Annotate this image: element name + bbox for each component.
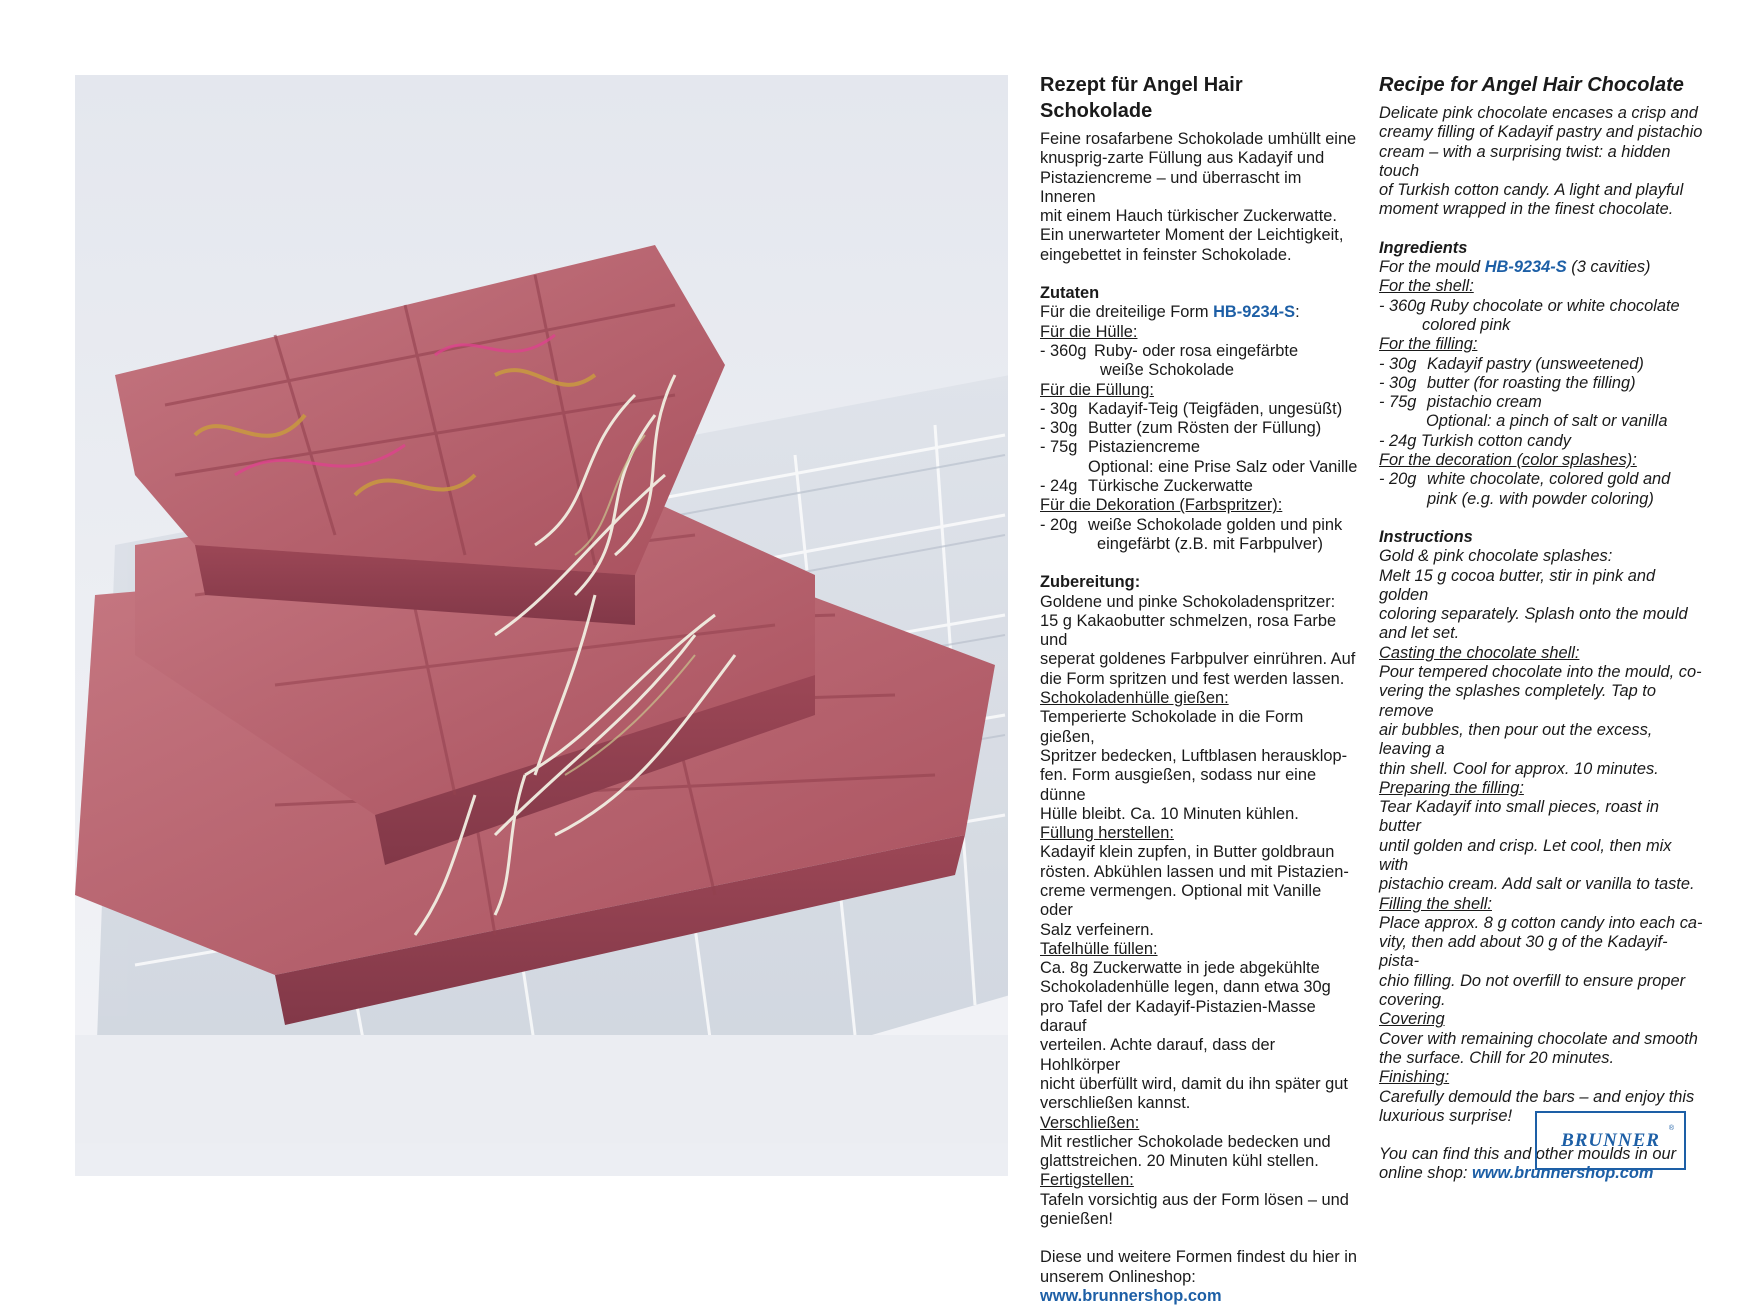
brunner-logo-text: BRUNNER: [1561, 1129, 1660, 1151]
mould-line-en: For the mould HB-9234-S (3 cavities): [1379, 258, 1651, 277]
step-heading-en: Preparing the filling:: [1379, 778, 1524, 797]
shell-ingredient-en: - 360g Ruby chocolate or white chocolate: [1379, 296, 1680, 315]
mould-code-link-en[interactable]: HB-9234-S: [1484, 258, 1567, 277]
brunner-logo: [1535, 1111, 1686, 1170]
intro-de: Feine rosafarbene Schokolade umhüllt eine knusprig-zarte Füllung aus Kadayif und Pistaziencreme – und überrascht im Inneren mit einem Hauch türkischer Zuckerwatte. Ein unerwarteter Moment der Leichtigkeit, eingebettet in feinster Schokolade.: [1040, 130, 1357, 264]
product-photo: [75, 75, 1008, 1176]
filling-ingredient-en: - 75g pistachio cream: [1379, 393, 1542, 412]
step-heading-de: Schokoladenhülle gießen:: [1040, 689, 1229, 708]
recipe-english: Recipe for Angel Hair Chocolate Delicate pink chocolate encases a crisp and creamy filling of Kadayif pastry and pistachio cream – with a surprising twist: a hidden touch of Turkish cotton candy. A light and playful moment wrapped in the finest chocolate. Ingredients For the mould HB-9234-S (3 cavities) For the shell: - 360g Ruby chocolate or white chocolate colored pink For the filling: - 30g Kadayif pastry (unsweetened) - 30g butter (for roasting the filling) - 75g pistachio cream Optional: a pinch of salt or vanilla - 24g Turkish cotton candy For the decoration (color splashes): - 20g white chocolate, colored gold and pink (e.g. with powder coloring) Instructions Gold & pink chocolate splashes: Melt 15 g cocoa butter, stir in pink and golden coloring separately. Splash onto the mould and let set. Casting the chocolate shell: Pour tempered chocolate into the mould, co- vering the splashes completely. Tap to remove air bubbles, then pour out the excess, leaving a thin shell. Cool for approx. 10 minutes. Preparing the filling: Tear Kadayif into small pieces, roast in butter until golden and crisp. Let cool, then mix with pistachio cream. Add salt or vanilla to taste. Filling the shell: Place approx. 8 g cotton candy into each ca- vity, then add about 30 g of the Kadayif-pista- chio filling. Do not overfill to ensure proper covering. Covering Cover with remaining chocolate and smooth the surface. Chill for 20 minutes. Finishing: Carefully demould the bars – and enjoy this luxurious surprise! You can find this and other moulds in our online shop: www.brunnershop.com: [1379, 74, 1703, 1183]
step-heading-de: Verschließen:: [1040, 1113, 1140, 1132]
instructions-heading-en: Instructions: [1379, 527, 1473, 546]
filling-ingredient-de: - 24g Türkische Zuckerwatte: [1040, 477, 1253, 496]
deco-heading-de: Für die Dekoration (Farbspritzer):: [1040, 496, 1283, 515]
mould-code-link-de[interactable]: HB-9234-S: [1213, 303, 1296, 322]
deco-heading-en: For the decoration (color splashes):: [1379, 451, 1637, 470]
deco-ingredient-en: - 20g white chocolate, colored gold and: [1379, 470, 1671, 489]
filling-ingredient-en: - 24g Turkish cotton candy: [1379, 431, 1571, 450]
intro-en: Delicate pink chocolate encases a crisp and creamy filling of Kadayif pastry and pistachio cream – with a surprising twist: a hidden touch of Turkish cotton candy. A light and playful moment wrapped in the finest chocolate.: [1379, 104, 1703, 219]
step-heading-en: Finishing:: [1379, 1068, 1450, 1087]
step-heading-en: Covering: [1379, 1010, 1445, 1029]
step-heading-de: Tafelhülle füllen:: [1040, 939, 1158, 958]
shell-ingredient-de: - 360g Ruby- oder rosa eingefärbte: [1040, 341, 1299, 360]
shop-link-en[interactable]: www.brunnershop.com: [1471, 1164, 1654, 1183]
shell-heading-en: For the shell:: [1379, 277, 1474, 296]
prep-heading-de: Zubereitung:: [1040, 573, 1141, 592]
mould-line-de: Für die dreiteilige Form HB-9234-S:: [1040, 303, 1300, 322]
step-heading-en: Filling the shell:: [1379, 894, 1492, 913]
filling-ingredient-de: - 30g Butter (zum Rösten der Füllung): [1040, 419, 1322, 438]
recipe-title-en: Recipe for Angel Hair Chocolate: [1379, 74, 1684, 96]
recipe-german: Rezept für Angel Hair Schokolade Feine rosafarbene Schokolade umhüllt eine knusprig-zarte Füllung aus Kadayif und Pistaziencreme – und überrascht im Inneren mit einem Hauch türkischer Zuckerwatte. Ein unerwarteter Moment der Leichtigkeit, eingebettet in feinster Schokolade. Zutaten Für die dreiteilige Form HB-9234-S: Für die Hülle: - 360g Ruby- oder rosa eingefärbte weiße Schokolade Für die Füllung: - 30g Kadayif-Teig (Teigfäden, ungesüßt) - 30g Butter (zum Rösten der Füllung) - 75g Pistaziencreme Optional: eine Prise Salz oder Vanille - 24g Türkische Zuckerwatte Für die Dekoration (Farbspritzer): - 20g weiße Schokolade golden und pink eingefärbt (z.B. mit Farbpulver) Zubereitung: Goldene und pinke Schokoladenspritzer: 15 g Kakaobutter schmelzen, rosa Farbe und seperat goldenes Farbpulver einrühren. Auf die Form spritzen und fest werden lassen. Schokoladenhülle gießen: Temperierte Schokolade in die Form gießen, Spritzer bedecken, Luftblasen herausklop- fen. Form ausgießen, sodass nur eine dünne Hülle bleibt. Ca. 10 Minuten kühlen. Füllung herstellen: Kadayif klein zupfen, in Butter goldbraun rösten. Abkühlen lassen und mit Pistazien- creme vermengen. Optional mit Vanille oder Salz verfeinern. Tafelhülle füllen: Ca. 8g Zuckerwatte in jede abgekühlte Schokoladenhülle legen, dann etwa 30g pro Tafel der Kadayif-Pistazien-Masse darauf verteilen. Achte darauf, dass der Hohlkörper nicht überfüllt wird, damit du ihn später gut verschließen kannst. Verschließen: Mit restlicher Schokolade bedecken und glattstreichen. 20 Minuten kühl stellen. Fertigstellen: Tafeln vorsichtig aus der Form lösen – und genießen! Diese und weitere Formen findest du hier in unserem Onlineshop: www.brunnershop.com: [1040, 74, 1358, 1305]
filling-ingredient-en: - 30g butter (for roasting the filling): [1379, 373, 1636, 392]
filling-ingredient-en: - 30g Kadayif pastry (unsweetened): [1379, 354, 1644, 373]
shop-line-en: online shop: www.brunnershop.com: [1379, 1164, 1654, 1183]
step-heading-de: Füllung herstellen:: [1040, 824, 1174, 843]
step-heading-de: Goldene und pinke Schokoladenspritzer:: [1040, 592, 1336, 611]
filling-heading-en: For the filling:: [1379, 335, 1478, 354]
filling-ingredient-de: - 30g Kadayif-Teig (Teigfäden, ungesüßt): [1040, 399, 1343, 418]
step-heading-en: Casting the chocolate shell:: [1379, 643, 1580, 662]
ingredients-heading-en: Ingredients: [1379, 238, 1468, 257]
shell-heading-de: Für die Hülle:: [1040, 322, 1138, 341]
filling-heading-de: Für die Füllung:: [1040, 380, 1154, 399]
recipe-title-de: Rezept für Angel Hair Schokolade: [1040, 74, 1243, 122]
filling-ingredient-de: - 75g Pistaziencreme: [1040, 438, 1201, 457]
step-heading-en: Gold & pink chocolate splashes:: [1379, 547, 1613, 566]
ingredients-heading-de: Zutaten: [1040, 284, 1100, 303]
shop-link-de[interactable]: www.brunnershop.com: [1040, 1286, 1222, 1305]
deco-ingredient-de: - 20g weiße Schokolade golden und pink: [1040, 515, 1343, 534]
registered-mark: ®: [1668, 1125, 1674, 1132]
step-heading-de: Fertigstellen:: [1040, 1171, 1134, 1190]
